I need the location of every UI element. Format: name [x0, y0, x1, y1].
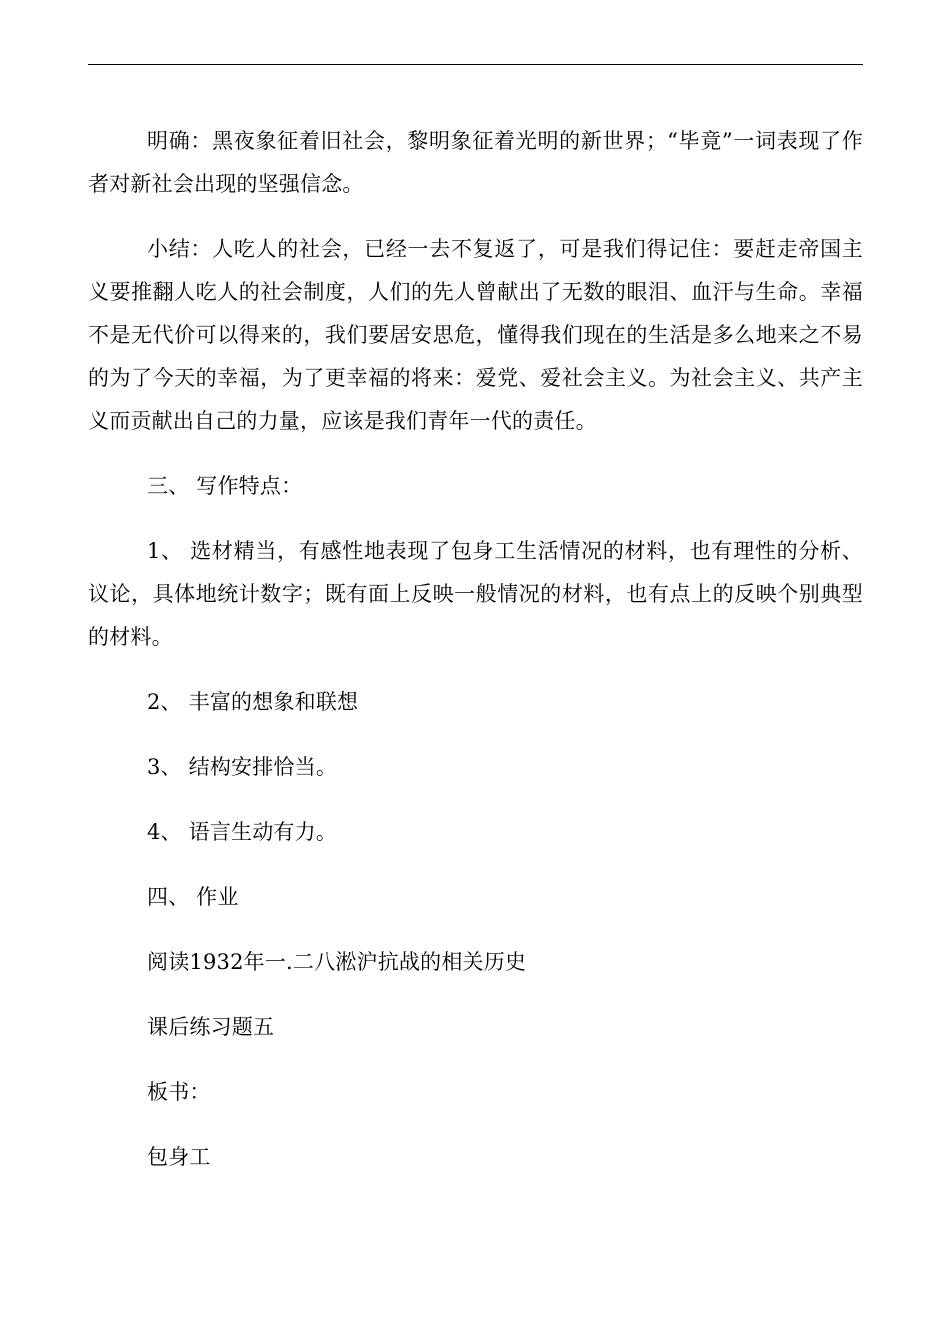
- list-item-feature-4: 4、 语言生动有力。: [147, 820, 338, 844]
- list-item-feature-2: 2、 丰富的想象和联想: [147, 690, 359, 714]
- homework-exercise: 课后练习题五: [147, 1015, 275, 1039]
- document-body: [88, 120, 863, 1179]
- paragraph-feature-1: 1、 选材精当，有感性地表现了包身工生活情况的材料，也有理性的分析、议论，具体地统计数字；既有面上反映一般情况的材料，也有点上的反映个别典型的材料。: [88, 539, 863, 649]
- heading-homework: 四、 作业: [147, 885, 239, 909]
- blackboard-label: 板书：: [147, 1080, 211, 1104]
- heading-writing-features: 三、 写作特点：: [147, 474, 303, 498]
- blackboard-title: 包身工: [147, 1145, 211, 1169]
- paragraph-summary: 小结：人吃人的社会，已经一去不复返了，可是我们得记住：要赶走帝国主义要推翻人吃人的社会制度，人们的先人曾献出了无数的眼泪、血汗与生命。幸福不是无代价可以得来的，我们要居安思危，懂得我们现在的生活是多么地来之不易的为了今天的幸福，为了更幸福的将来：爱党、爱社会主义。为社会主义、共产主义而贡献出自己的力量，应该是我们青年一代的责任。: [88, 237, 863, 433]
- header-rule: [88, 64, 863, 65]
- homework-reading: 阅读1932年一.二八淞沪抗战的相关历史: [147, 950, 527, 974]
- list-item-feature-3: 3、 结构安排恰当。: [147, 755, 338, 779]
- paragraph-mingque: 明确：黑夜象征着旧社会，黎明象征着光明的新世界；“毕竟”一词表现了作者对新社会出现的坚强信念。: [88, 129, 863, 196]
